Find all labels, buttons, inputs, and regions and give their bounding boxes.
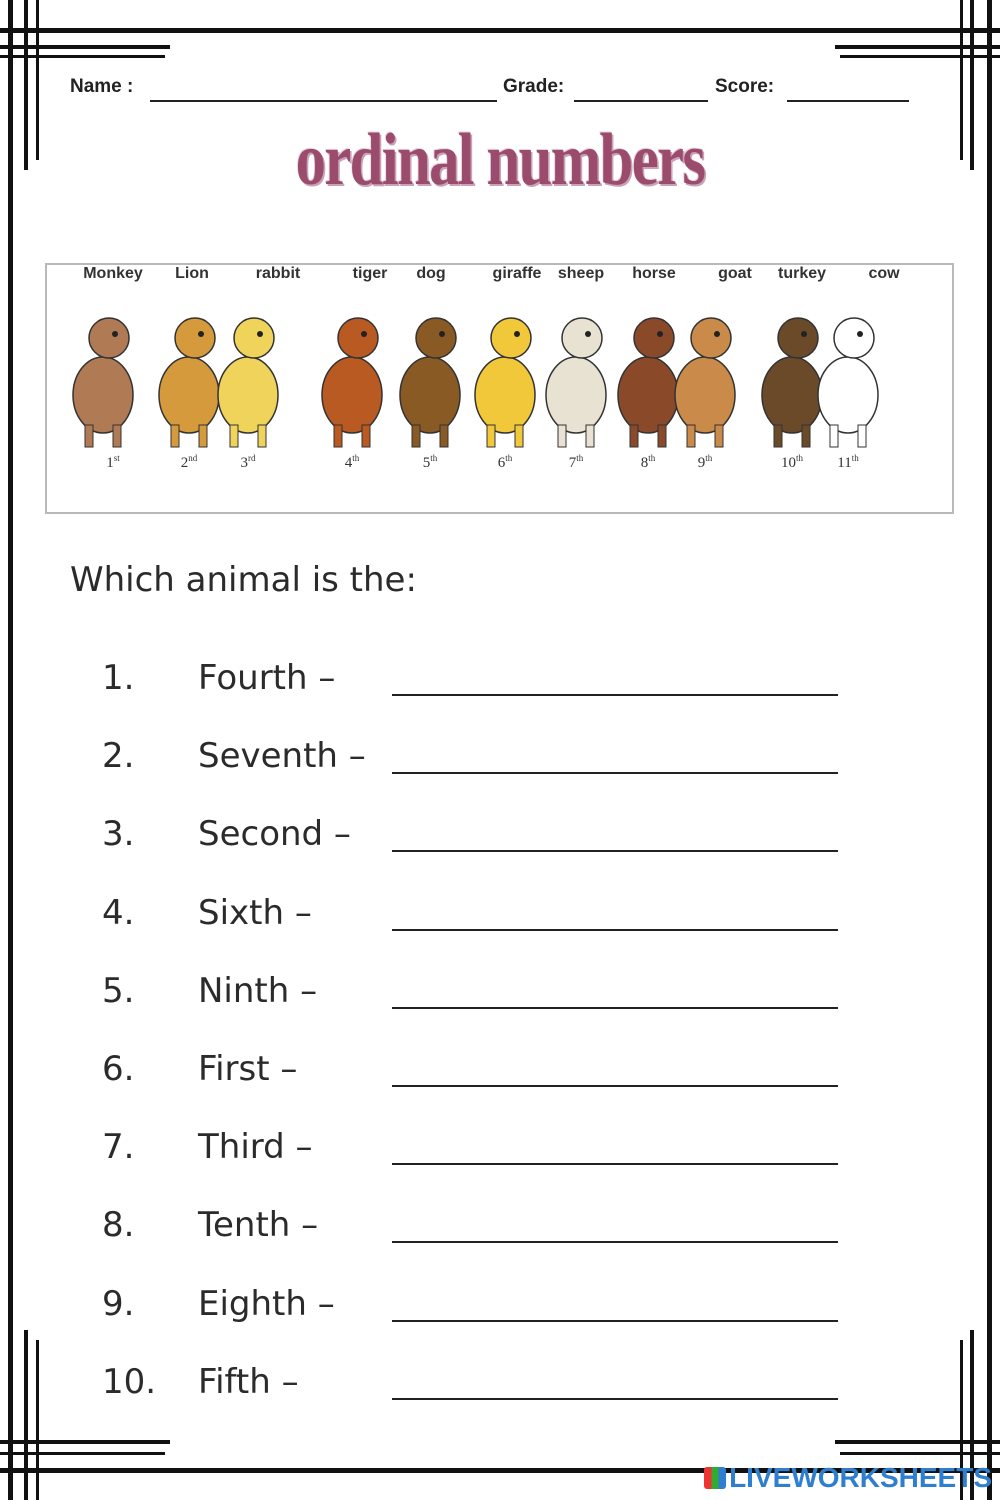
animal-ordinal xyxy=(106,453,120,472)
item-ordinal-word: Tenth – xyxy=(198,1205,319,1245)
animal-name-monkey: Monkey xyxy=(83,265,143,282)
item-number: 9. xyxy=(102,1284,135,1324)
animal-ordinal xyxy=(181,453,198,472)
score-label: Score: xyxy=(715,76,775,97)
liveworksheets-logo xyxy=(704,1462,992,1494)
ordinal-suffix: th xyxy=(648,453,656,463)
animal-name-goat: goat xyxy=(718,265,752,282)
ordinal-suffix: nd xyxy=(188,453,198,463)
page-title: ordinal numbers xyxy=(295,119,705,201)
corner-accent xyxy=(24,0,28,170)
item-number: 10. xyxy=(102,1362,157,1402)
answer-field[interactable] xyxy=(392,1241,838,1243)
answer-field[interactable] xyxy=(392,1320,838,1322)
answer-field[interactable] xyxy=(392,694,838,696)
ordinal-suffix: th xyxy=(705,453,713,463)
animal-name-giraffe: giraffe xyxy=(492,265,542,282)
ordinal-suffix: st xyxy=(113,453,120,463)
animal-ordinal xyxy=(345,453,360,472)
grade-label: Grade: xyxy=(503,76,565,97)
item-ordinal-word: Eighth – xyxy=(198,1284,335,1324)
animal-ordinal xyxy=(781,453,803,472)
item-number: 1. xyxy=(102,658,135,698)
ordinal-number: 4 xyxy=(344,455,353,471)
item-ordinal-word: Ninth – xyxy=(198,971,318,1011)
corner-accent xyxy=(835,1440,1000,1444)
ordinal-number: 3 xyxy=(240,455,248,471)
item-number: 2. xyxy=(102,736,135,776)
ordinal-suffix: rd xyxy=(248,453,256,463)
animal-name-cow: cow xyxy=(868,265,900,282)
item-ordinal-word: Third – xyxy=(198,1127,313,1167)
item-ordinal-word: Fifth – xyxy=(198,1362,299,1402)
corner-accent xyxy=(36,0,39,160)
ordinal-number: 6 xyxy=(497,455,506,471)
item-ordinal-word: Fourth – xyxy=(198,658,336,698)
animal-name-lion: Lion xyxy=(175,265,209,282)
corner-accent xyxy=(24,1330,28,1500)
corner-accent xyxy=(960,0,963,160)
item-ordinal-word: Seventh – xyxy=(198,736,366,776)
animal-strip xyxy=(45,263,954,514)
item-ordinal-word: Sixth – xyxy=(198,893,312,933)
ordinal-suffix: th xyxy=(576,453,584,463)
animal-ordinal xyxy=(641,453,656,472)
grade-field[interactable] xyxy=(574,100,708,102)
ordinal-number: 2 xyxy=(180,455,189,471)
ordinal-number: 9 xyxy=(697,455,706,471)
animal-ordinal xyxy=(569,453,584,472)
logo-icon xyxy=(704,1467,726,1489)
animal-name-horse: horse xyxy=(632,265,676,282)
ordinal-suffix: th xyxy=(851,453,859,463)
item-number: 8. xyxy=(102,1205,135,1245)
animal-name-dog: dog xyxy=(416,265,446,282)
ordinal-number: 1 xyxy=(106,455,114,471)
animal-name-tiger: tiger xyxy=(352,265,388,282)
frame-top xyxy=(0,28,1000,33)
animal-ordinal xyxy=(241,453,256,472)
score-field[interactable] xyxy=(787,100,909,102)
item-number: 4. xyxy=(102,893,135,933)
ordinal-suffix: th xyxy=(352,453,360,463)
answer-field[interactable] xyxy=(392,1163,838,1165)
item-ordinal-word: First – xyxy=(198,1049,298,1089)
brand-name: LIVEWORKSHEETS xyxy=(729,1462,992,1493)
animal-name-turkey: turkey xyxy=(777,265,827,282)
animal-name-sheep: sheep xyxy=(557,265,605,282)
ordinal-number: 8 xyxy=(640,455,649,471)
answer-field[interactable] xyxy=(392,1398,838,1400)
question-prompt: Which animal is the: xyxy=(70,560,417,600)
frame-right xyxy=(987,0,992,1500)
name-label: Name : xyxy=(70,76,134,97)
corner-accent xyxy=(840,55,1000,58)
item-ordinal-word: Second – xyxy=(198,814,351,854)
animal-ordinal xyxy=(837,453,858,472)
frame-left xyxy=(8,0,13,1500)
ordinal-number: 7 xyxy=(568,455,577,471)
corner-accent xyxy=(36,1340,39,1500)
name-field[interactable] xyxy=(150,100,497,102)
answer-field[interactable] xyxy=(392,772,838,774)
answer-field[interactable] xyxy=(392,1085,838,1087)
ordinal-suffix: th xyxy=(795,453,804,463)
answer-field[interactable] xyxy=(392,850,838,852)
corner-accent xyxy=(835,45,1000,49)
animal-ordinal xyxy=(698,453,713,472)
animal-ordinal xyxy=(498,453,513,472)
item-number: 5. xyxy=(102,971,135,1011)
item-number: 7. xyxy=(102,1127,135,1167)
ordinal-number: 5 xyxy=(422,455,431,471)
animal-name-rabbit: rabbit xyxy=(255,265,301,282)
ordinal-suffix: th xyxy=(505,453,513,463)
ordinal-number: 11 xyxy=(837,455,852,471)
item-number: 6. xyxy=(102,1049,135,1089)
corner-accent xyxy=(970,0,974,170)
corner-accent xyxy=(840,1452,1000,1455)
answer-field[interactable] xyxy=(392,929,838,931)
item-number: 3. xyxy=(102,814,135,854)
answer-field[interactable] xyxy=(392,1007,838,1009)
animal-ordinal xyxy=(423,453,438,472)
ordinal-suffix: th xyxy=(430,453,438,463)
ordinal-number: 10 xyxy=(780,455,796,471)
